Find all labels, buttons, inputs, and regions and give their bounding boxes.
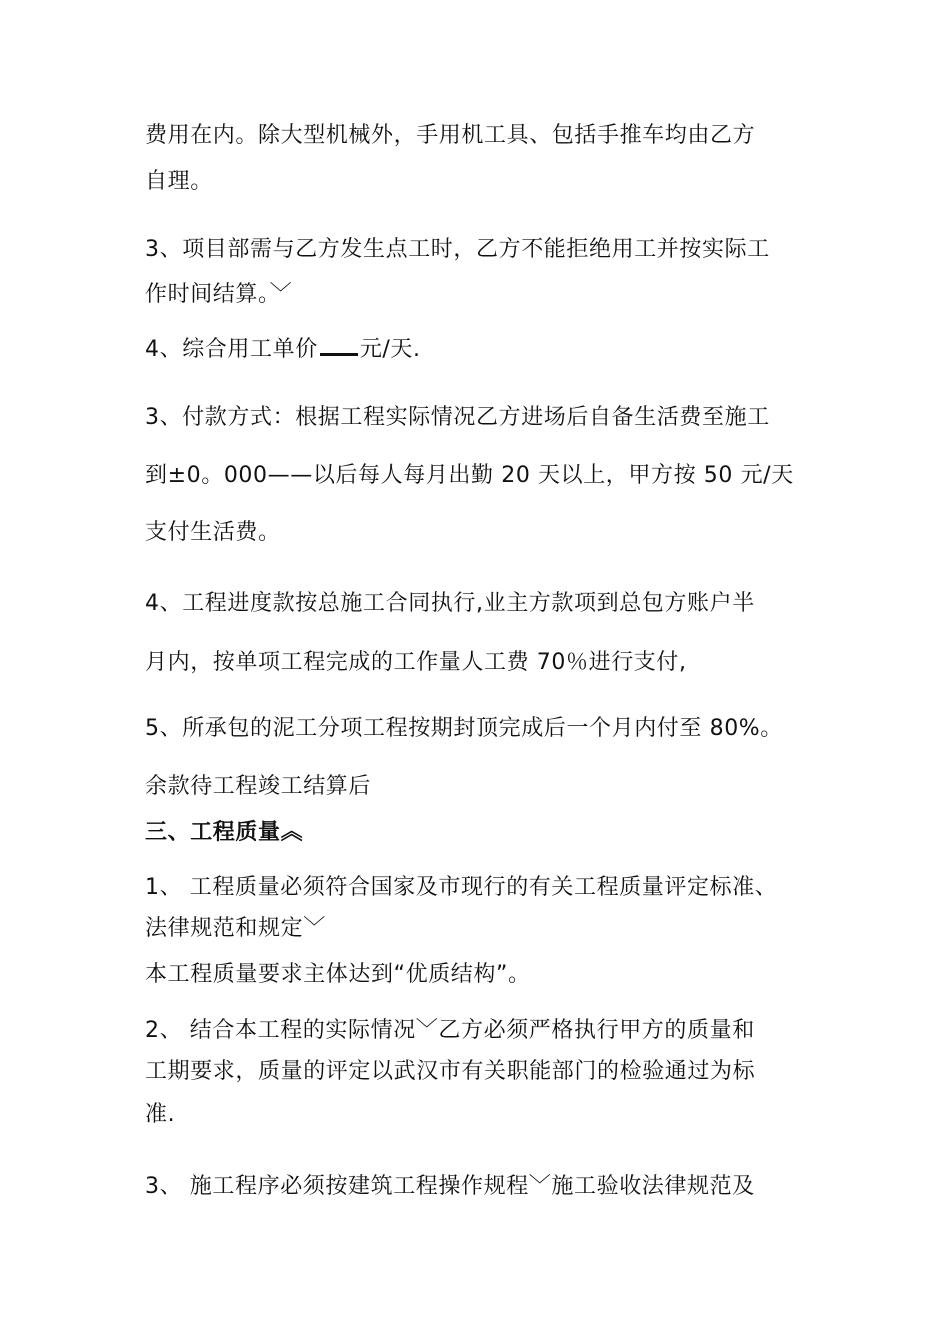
text-line: 工期要求，质量的评定以武汉市有关职能部门的检验通过为标 bbox=[145, 1059, 756, 1084]
text-line: 支付生活费。 bbox=[145, 520, 281, 545]
text-line: 2、 结合本工程的实际情况﹀乙方必须严格执行甲方的质量和 bbox=[145, 1018, 755, 1043]
text-line: 准. bbox=[145, 1102, 176, 1127]
fill-in-blank bbox=[320, 335, 358, 356]
text-line: 3、 施工程序必须按建筑工程操作规程﹀施工验收法律规范及 bbox=[145, 1174, 755, 1199]
text-line: 自理。 bbox=[145, 169, 213, 194]
text-line: 费用在内。除大型机械外，手用机工具、包括手推车均由乙方 bbox=[145, 123, 756, 148]
text-line: 作时间结算。﹀ bbox=[145, 282, 293, 307]
text-line: 1、 工程质量必须符合国家及市现行的有关工程质量评定标准、 bbox=[145, 875, 778, 900]
text-line: 余款待工程竣工结算后 bbox=[145, 774, 372, 799]
text-line: 4、工程进度款按总施工合同执行,业主方款项到总包方账户半 bbox=[145, 591, 755, 616]
text-line: 5、所承包的泥工分项工程按期封顶完成后一个月内付至 80%。 bbox=[145, 716, 783, 741]
text-line: 3、项目部需与乙方发生点工时，乙方不能拒绝用工并按实际工 bbox=[145, 237, 770, 262]
section-heading: 三、工程质量︽ bbox=[145, 820, 304, 845]
text-line: 到±0。000——以后每人每月出勤 20 天以上，甲方按 50 元/天 bbox=[145, 463, 794, 488]
text-line: 法律规范和规定﹀ bbox=[145, 916, 326, 941]
text-segment: 4、综合用工单价 bbox=[145, 337, 318, 362]
text-line-with-blank bbox=[145, 335, 421, 365]
text-line: 月内，按单项工程完成的工作量人工费 70％进行支付, bbox=[145, 650, 687, 675]
text-line: 3、付款方式：根据工程实际情况乙方进场后自备生活费至施工 bbox=[145, 405, 770, 430]
text-line: 本工程质量要求主体达到“优质结构”。 bbox=[145, 962, 531, 987]
text-segment: 元/天. bbox=[359, 337, 421, 362]
